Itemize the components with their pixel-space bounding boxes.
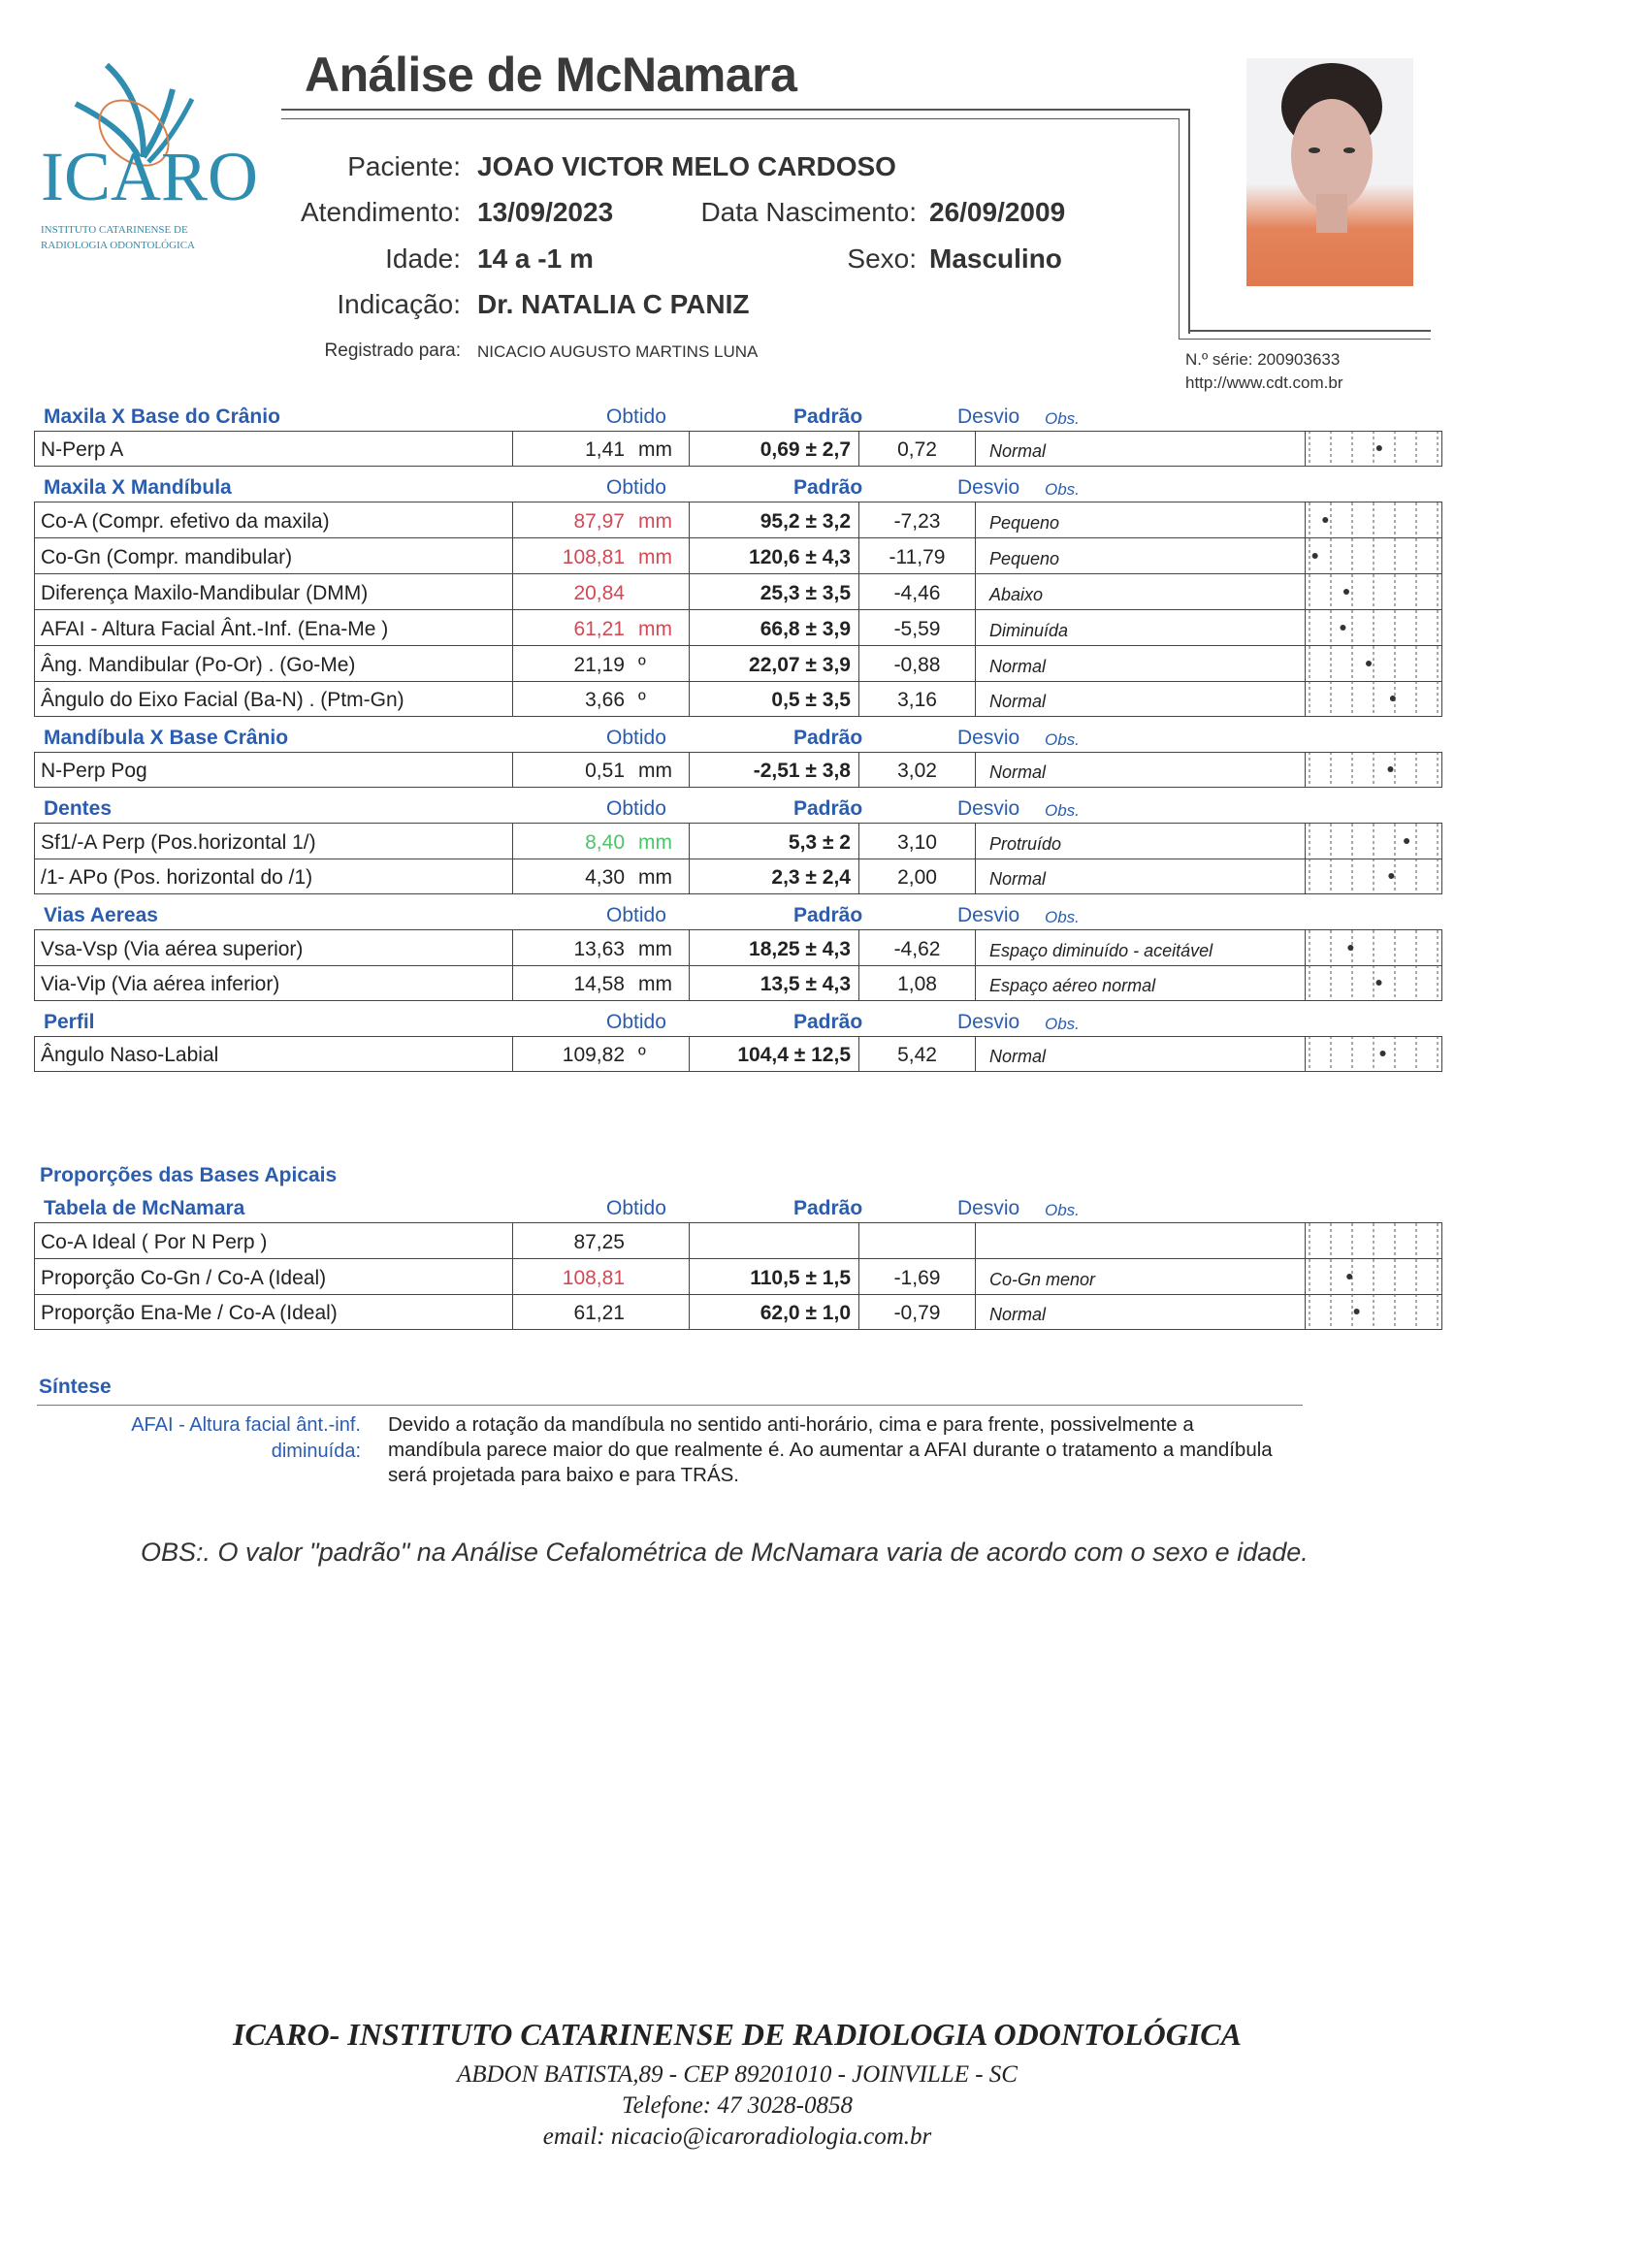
padrao-value: 62,0 ± 1,0: [690, 1295, 859, 1329]
footer-phone: Telefone: 47 3028-0858: [622, 2092, 853, 2119]
column-header-obs: Obs.: [1045, 480, 1080, 499]
measure-name: AFAI - Altura Facial Ânt.-Inf. (Ena-Me ): [35, 610, 513, 645]
section-title: Dentes: [44, 797, 113, 820]
padrao-value: 66,8 ± 3,9: [690, 610, 859, 645]
measure-name: Âng. Mandibular (Po-Or) . (Go-Me): [35, 646, 513, 681]
deviation-plot: [1306, 610, 1441, 645]
obs-value: Normal: [976, 432, 1306, 466]
measure-name: Proporção Co-Gn / Co-A (Ideal): [35, 1259, 513, 1294]
obtido-value: 21,19: [573, 654, 625, 676]
measure-name: Co-A Ideal ( Por N Perp ): [35, 1223, 513, 1258]
column-header-padrao: Padrão: [793, 904, 863, 926]
deviation-plot: [1306, 1295, 1441, 1329]
column-header-obtido: Obtido: [606, 904, 666, 926]
deviation-plot: [1306, 859, 1441, 893]
table-row: [34, 1258, 1442, 1294]
obtido-value: 61,21: [573, 1302, 625, 1324]
patient-photo: [1246, 58, 1413, 286]
person-photo-icon: [1246, 58, 1413, 286]
deviation-dot: [1376, 445, 1382, 451]
obtido-unit: mm: [638, 510, 672, 533]
header-line: [1179, 118, 1180, 340]
indicacao-value: Dr. NATALIA C PANIZ: [477, 289, 750, 319]
obtido-unit: mm: [638, 831, 672, 854]
measure-name: Ângulo Naso-Labial: [35, 1037, 513, 1071]
table-row: [34, 609, 1442, 645]
table-row: [34, 965, 1442, 1001]
column-header-padrao: Padrão: [793, 1011, 863, 1033]
header-line: [1188, 109, 1190, 334]
desvio-value: -5,59: [859, 610, 976, 645]
table-row: [34, 645, 1442, 681]
obtido-unit: mm: [638, 618, 672, 640]
obtido-value: 0,51: [585, 760, 625, 782]
obtido-cell: [513, 538, 690, 573]
section-title: Tabela de McNamara: [44, 1197, 245, 1219]
padrao-value: 0,69 ± 2,7: [690, 432, 859, 466]
deviation-grid: [1306, 752, 1441, 787]
section-title: Maxila X Mandíbula: [44, 476, 232, 499]
obtido-unit: mm: [638, 760, 672, 782]
measure-name: Ângulo do Eixo Facial (Ba-N) . (Ptm-Gn): [35, 682, 513, 716]
table-row: [34, 823, 1442, 859]
deviation-plot: [1306, 538, 1441, 573]
deviation-dot: [1380, 1051, 1386, 1056]
obs-value: Protruído: [976, 824, 1306, 859]
section-header: [34, 396, 1442, 431]
atendimento-label: Atendimento:: [301, 197, 461, 227]
column-header-padrao: Padrão: [793, 1197, 863, 1219]
deviation-plot: [1306, 966, 1441, 1000]
padrao-value: 13,5 ± 4,3: [690, 966, 859, 1000]
measure-name: Sf1/-A Perp (Pos.horizontal 1/): [35, 824, 513, 859]
section-title: Perfil: [44, 1011, 95, 1033]
padrao-value: -2,51 ± 3,8: [690, 753, 859, 787]
deviation-dot: [1354, 1309, 1360, 1314]
column-header-obtido: Obtido: [606, 797, 666, 820]
page-title: Análise de McNamara: [305, 48, 797, 102]
deviation-dot: [1390, 696, 1396, 701]
obtido-unit: mm: [638, 546, 672, 568]
paciente-label: Paciente:: [347, 151, 461, 181]
obtido-value: 3,66: [585, 689, 625, 711]
column-header-padrao: Padrão: [793, 797, 863, 820]
deviation-grid: [1306, 610, 1441, 645]
proportions-title: Proporções das Bases Apicais: [40, 1164, 338, 1186]
obs-value: [976, 1223, 1306, 1258]
column-header-desvio: Desvio: [957, 1011, 1020, 1033]
column-header-obtido: Obtido: [606, 405, 666, 428]
obtido-cell: [513, 824, 690, 859]
obtido-cell: [513, 432, 690, 466]
deviation-dot: [1312, 553, 1318, 559]
section-header: [34, 788, 1442, 823]
measure-name: Vsa-Vsp (Via aérea superior): [35, 930, 513, 965]
deviation-plot: [1306, 432, 1441, 466]
obs-value: Espaço diminuído - aceitável: [976, 930, 1306, 965]
table-row: [34, 752, 1442, 788]
deviation-dot: [1343, 589, 1349, 595]
obtido-value: 108,81: [562, 546, 625, 568]
obtido-value: 87,97: [573, 510, 625, 533]
column-header-obs: Obs.: [1045, 730, 1080, 749]
obtido-cell: [513, 610, 690, 645]
section-title: Vias Aereas: [44, 904, 158, 926]
padrao-value: [690, 1223, 859, 1258]
section-header: [34, 717, 1442, 752]
desvio-value: 2,00: [859, 859, 976, 893]
section-header: [34, 1187, 1442, 1222]
logo-wordmark: ICARO: [41, 138, 259, 215]
deviation-plot: [1306, 753, 1441, 787]
registrado-value: NICACIO AUGUSTO MARTINS LUNA: [477, 342, 759, 361]
logo-subtitle: RADIOLOGIA ODONTOLÓGICA: [41, 240, 195, 251]
obtido-value: 8,40: [585, 831, 625, 854]
deviation-grid: [1306, 502, 1441, 537]
column-header-obs: Obs.: [1045, 801, 1080, 820]
obs-value: Normal: [976, 753, 1306, 787]
section-title: Maxila X Base do Crânio: [44, 405, 280, 428]
column-header-desvio: Desvio: [957, 476, 1020, 499]
obtido-cell: [513, 1223, 690, 1258]
table-row: [34, 929, 1442, 965]
obtido-cell: [513, 859, 690, 893]
column-header-desvio: Desvio: [957, 1197, 1020, 1219]
obtido-cell: [513, 1295, 690, 1329]
obtido-value: 13,63: [573, 938, 625, 960]
section-title: Mandíbula X Base Crânio: [44, 727, 289, 749]
padrao-value: 104,4 ± 12,5: [690, 1037, 859, 1071]
deviation-dot: [1340, 625, 1345, 631]
padrao-value: 18,25 ± 4,3: [690, 930, 859, 965]
obtido-unit: º: [638, 1044, 646, 1066]
obs-note: OBS:. O valor "padrão" na Análise Cefalométrica de McNamara varia de acordo com o sexo e idade.: [141, 1538, 1309, 1567]
padrao-value: 120,6 ± 4,3: [690, 538, 859, 573]
obtido-cell: [513, 574, 690, 609]
section-header: [34, 1001, 1442, 1036]
obtido-value: 20,84: [573, 582, 625, 604]
footer-address: ABDON BATISTA,89 - CEP 89201010 - JOINVILLE - SC: [457, 2061, 1018, 2088]
column-header-obs: Obs.: [1045, 1201, 1080, 1219]
deviation-dot: [1322, 517, 1328, 523]
deviation-grid: [1306, 824, 1441, 859]
deviation-plot: [1306, 930, 1441, 965]
deviation-dot: [1346, 1274, 1352, 1280]
desvio-value: 3,16: [859, 682, 976, 716]
deviation-grid: [1306, 538, 1441, 573]
sexo-label: Sexo:: [847, 243, 917, 274]
desvio-value: 3,02: [859, 753, 976, 787]
obtido-cell: [513, 966, 690, 1000]
mcnamara-table: [34, 396, 1442, 1072]
deviation-dot: [1366, 661, 1372, 666]
deviation-grid: [1306, 859, 1441, 893]
table-row: [34, 573, 1442, 609]
measure-name: N-Perp Pog: [35, 753, 513, 787]
table-row: [34, 537, 1442, 573]
desvio-value: [859, 1223, 976, 1258]
idade-label: Idade:: [385, 243, 461, 274]
table-row: [34, 502, 1442, 537]
obtido-value: 108,81: [562, 1267, 625, 1289]
desvio-value: -4,46: [859, 574, 976, 609]
column-header-obs: Obs.: [1045, 908, 1080, 926]
column-header-obtido: Obtido: [606, 476, 666, 499]
obs-value: Pequeno: [976, 502, 1306, 537]
obtido-cell: [513, 930, 690, 965]
atendimento-value: 13/09/2023: [477, 197, 614, 227]
indicacao-label: Indicação:: [337, 289, 461, 319]
deviation-grid: [1306, 1036, 1441, 1071]
divider: [37, 1405, 1303, 1406]
desvio-value: 1,08: [859, 966, 976, 1000]
bird-logo-icon: [37, 60, 308, 254]
column-header-obtido: Obtido: [606, 727, 666, 749]
obtido-value: 61,21: [573, 618, 625, 640]
desvio-value: -0,88: [859, 646, 976, 681]
deviation-dot: [1404, 838, 1409, 844]
column-header-padrao: Padrão: [793, 405, 863, 428]
sintese-label: AFAI - Altura facial ânt.-inf. diminuída:: [131, 1414, 361, 1462]
nascimento-label: Data Nascimento:: [700, 197, 917, 227]
section-header: [34, 894, 1442, 929]
column-header-padrao: Padrão: [793, 727, 863, 749]
table-row: [34, 681, 1442, 717]
desvio-value: -4,62: [859, 930, 976, 965]
deviation-grid: [1306, 965, 1441, 1000]
table-row: [34, 431, 1442, 467]
padrao-value: 2,3 ± 2,4: [690, 859, 859, 893]
padrao-value: 25,3 ± 3,5: [690, 574, 859, 609]
obtido-value: 1,41: [585, 438, 625, 461]
deviation-plot: [1306, 1037, 1441, 1071]
measure-name: N-Perp A: [35, 432, 513, 466]
deviation-plot: [1306, 824, 1441, 859]
deviation-dot: [1387, 766, 1393, 772]
padrao-value: 5,3 ± 2: [690, 824, 859, 859]
padrao-value: 95,2 ± 3,2: [690, 502, 859, 537]
desvio-value: -1,69: [859, 1259, 976, 1294]
obtido-value: 109,82: [562, 1044, 625, 1066]
column-header-obs: Obs.: [1045, 409, 1080, 428]
header-line: [281, 118, 1179, 119]
obs-value: Abaixo: [976, 574, 1306, 609]
column-header-padrao: Padrão: [793, 476, 863, 499]
measure-name: /1- APo (Pos. horizontal do /1): [35, 859, 513, 893]
measure-name: Diferença Maxilo-Mandibular (DMM): [35, 574, 513, 609]
column-header-obs: Obs.: [1045, 1015, 1080, 1033]
header-line: [1188, 330, 1431, 332]
obs-value: Normal: [976, 1295, 1306, 1329]
obtido-unit: mm: [638, 938, 672, 960]
obtido-cell: [513, 753, 690, 787]
desvio-value: 0,72: [859, 432, 976, 466]
sintese-heading: Síntese: [39, 1376, 112, 1398]
deviation-grid: [1306, 1294, 1441, 1329]
deviation-dot: [1347, 945, 1353, 951]
table-row: [34, 859, 1442, 894]
registrado-label: Registrado para:: [324, 340, 461, 361]
deviation-plot: [1306, 574, 1441, 609]
measure-name: Via-Vip (Via aérea inferior): [35, 966, 513, 1000]
padrao-value: 0,5 ± 3,5: [690, 682, 859, 716]
obtido-unit: º: [638, 654, 646, 676]
serie-number: N.º série: 200903633: [1185, 350, 1341, 369]
deviation-dot: [1376, 980, 1382, 986]
deviation-grid: [1306, 1259, 1441, 1294]
obtido-unit: mm: [638, 973, 672, 995]
deviation-dot: [1388, 873, 1394, 879]
deviation-grid: [1306, 681, 1441, 716]
padrao-value: 110,5 ± 1,5: [690, 1259, 859, 1294]
obtido-value: 4,30: [585, 866, 625, 889]
desvio-value: -7,23: [859, 502, 976, 537]
sexo-value: Masculino: [929, 243, 1062, 274]
desvio-value: -0,79: [859, 1295, 976, 1329]
column-header-desvio: Desvio: [957, 904, 1020, 926]
icaro-logo: [37, 60, 308, 251]
footer-email: email: nicacio@icaroradiologia.com.br: [542, 2123, 932, 2150]
deviation-plot: [1306, 646, 1441, 681]
obs-value: Normal: [976, 646, 1306, 681]
deviation-grid: [1306, 646, 1441, 681]
measure-name: Co-Gn (Compr. mandibular): [35, 538, 513, 573]
deviation-grid: [1306, 930, 1441, 965]
desvio-value: -11,79: [859, 538, 976, 573]
header-line: [281, 109, 1188, 111]
paciente-value: JOAO VICTOR MELO CARDOSO: [477, 151, 896, 181]
sintese-text: Devido a rotação da mandíbula no sentido anti-horário, cima e para frente, possivelmente a mandíbula parece maior do que realmente é. Ao aumentar a AFAI durante o tratamento a mandíbula será projetada para baixo e para TRÁS.: [388, 1413, 1273, 1486]
obtido-value: 87,25: [573, 1231, 625, 1253]
obtido-cell: [513, 1259, 690, 1294]
website-link[interactable]: http://www.cdt.com.br: [1185, 373, 1343, 392]
header-line: [1179, 339, 1431, 340]
obs-value: Diminuída: [976, 610, 1306, 645]
section-header: [34, 467, 1442, 502]
obtido-cell: [513, 502, 690, 537]
deviation-grid: [1306, 1223, 1441, 1258]
obs-value: Pequeno: [976, 538, 1306, 573]
footer-name: ICARO- INSTITUTO CATARINENSE DE RADIOLOGIA ODONTOLÓGICA: [233, 2017, 1242, 2052]
column-header-desvio: Desvio: [957, 405, 1020, 428]
measure-name: Co-A (Compr. efetivo da maxila): [35, 502, 513, 537]
obs-value: Normal: [976, 682, 1306, 716]
deviation-plot: [1306, 502, 1441, 537]
padrao-value: 22,07 ± 3,9: [690, 646, 859, 681]
obs-value: Normal: [976, 1037, 1306, 1071]
obtido-value: 14,58: [573, 973, 625, 995]
obs-value: Co-Gn menor: [976, 1259, 1306, 1294]
deviation-grid: [1306, 574, 1441, 609]
column-header-desvio: Desvio: [957, 727, 1020, 749]
idade-value: 14 a -1 m: [477, 243, 594, 274]
obtido-unit: mm: [638, 438, 672, 461]
column-header-desvio: Desvio: [957, 797, 1020, 820]
obs-value: Espaço aéreo normal: [976, 966, 1306, 1000]
table-row: [34, 1222, 1442, 1258]
deviation-plot: [1306, 1259, 1441, 1294]
obtido-cell: [513, 646, 690, 681]
obtido-unit: º: [638, 689, 646, 711]
deviation-grid: [1306, 431, 1441, 466]
obtido-cell: [513, 1037, 690, 1071]
column-header-obtido: Obtido: [606, 1197, 666, 1219]
column-header-obtido: Obtido: [606, 1011, 666, 1033]
table-row: [34, 1036, 1442, 1072]
table-row: [34, 1294, 1442, 1330]
deviation-plot: [1306, 1223, 1441, 1258]
logo-subtitle: INSTITUTO CATARINENSE DE: [41, 224, 188, 236]
obtido-cell: [513, 682, 690, 716]
obtido-unit: mm: [638, 866, 672, 889]
deviation-plot: [1306, 682, 1441, 716]
nascimento-value: 26/09/2009: [929, 197, 1066, 227]
obs-value: Normal: [976, 859, 1306, 893]
measure-name: Proporção Ena-Me / Co-A (Ideal): [35, 1295, 513, 1329]
desvio-value: 3,10: [859, 824, 976, 859]
proportions-table: [34, 1154, 1442, 1330]
desvio-value: 5,42: [859, 1037, 976, 1071]
